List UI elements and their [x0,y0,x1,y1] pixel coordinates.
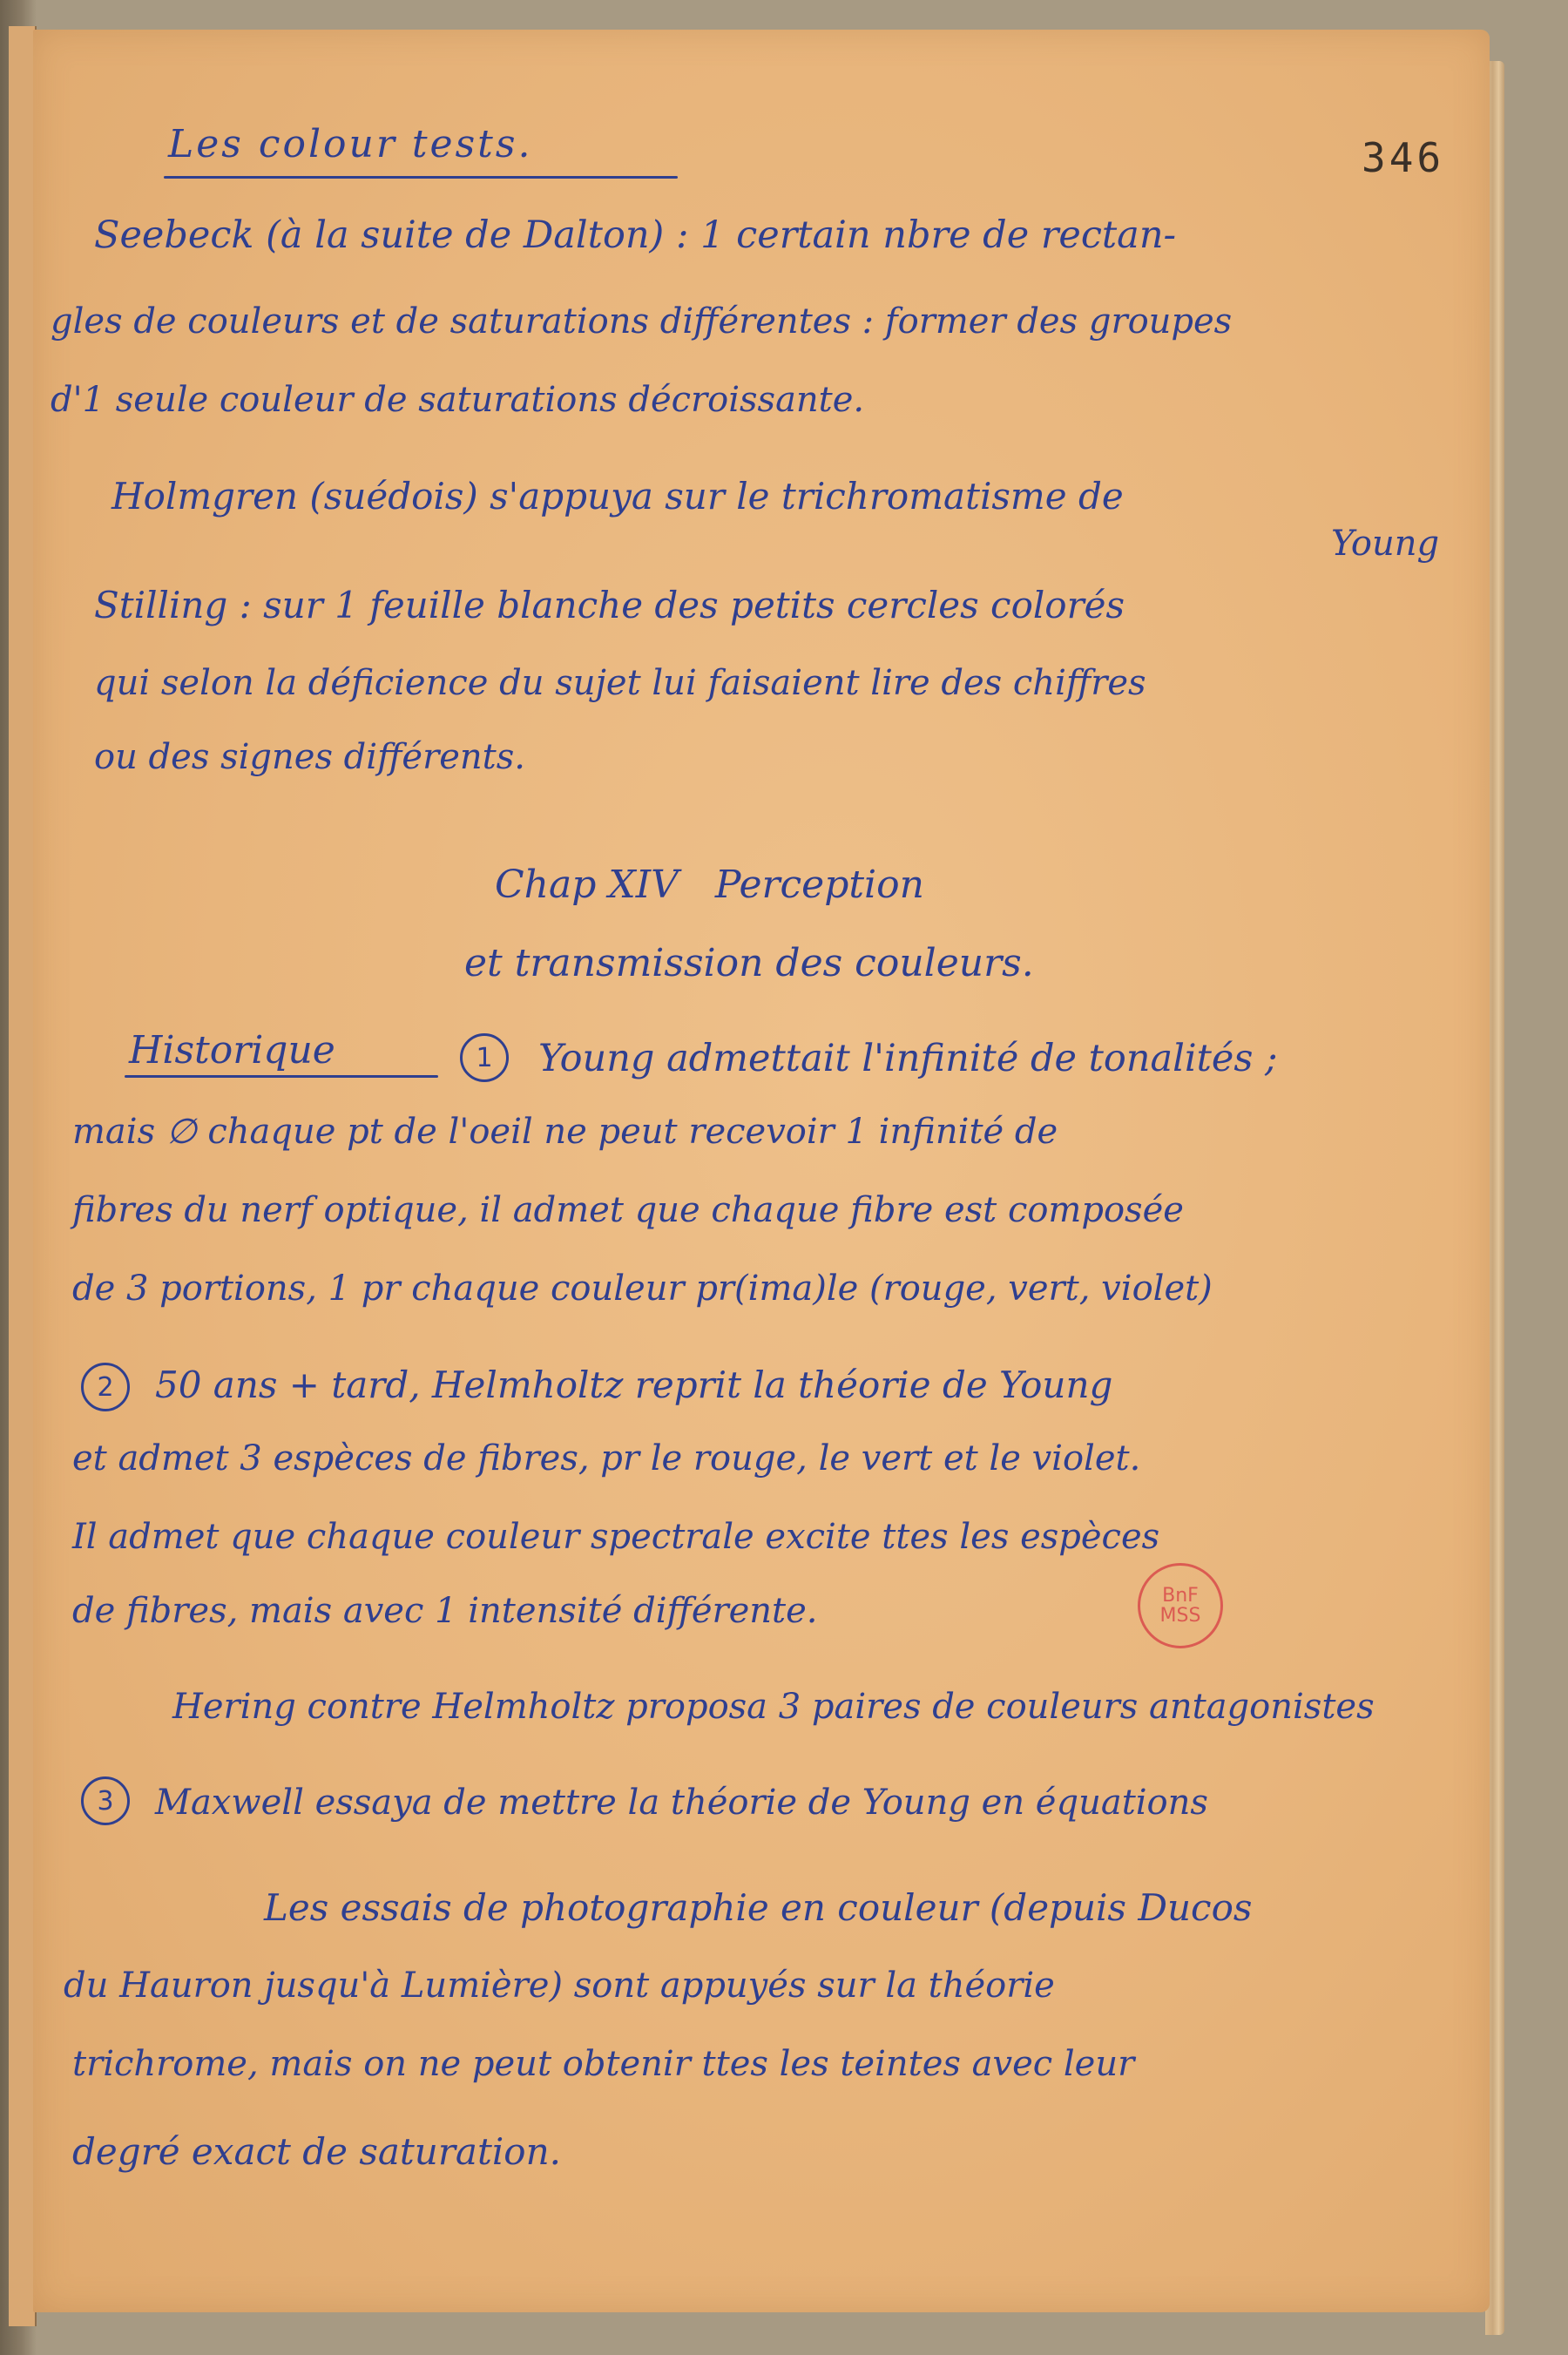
circled-number: 1 [460,1033,509,1082]
manuscript-page [33,30,1490,2312]
chapter-subtitle: et transmission des couleurs. [464,941,1034,985]
text-line: Il admet que chaque couleur spectrale excite ttes les espèces [72,1517,1160,1557]
circled-number: 2 [81,1363,130,1411]
text-line: ou des signes différents. [94,737,525,777]
text-line: Maxwell essaya de mettre la théorie de Young en équations [155,1783,1208,1823]
text-line: Young [1331,524,1440,564]
text-line: de 3 portions, 1 pr chaque couleur pr(ima)le (rouge, vert, violet) [72,1269,1213,1309]
chapter-title: Chap XIV Perception [495,863,924,907]
stamp-line-1: BnF [1162,1584,1199,1607]
text-line: et admet 3 espèces de fibres, pr le rouge, le vert et le violet. [72,1438,1141,1479]
text-line: Hering contre Helmholtz proposa 3 paires de couleurs antagonistes [172,1687,1375,1727]
bnf-library-stamp [1138,1563,1223,1648]
text-line: degré exact de saturation. [72,2130,561,2173]
text-line: mais ∅ chaque pt de l'oeil ne peut recevoir 1 infinité de [72,1112,1058,1152]
text-line: Les essais de photographie en couleur (depuis Ducos [264,1886,1253,1929]
text-line: du Hauron jusqu'à Lumière) sont appuyés sur la théorie [64,1966,1055,2006]
text-line: de fibres, mais avec 1 intensité différente. [72,1591,818,1631]
text-line: Seebeck (à la suite de Dalton) : 1 certain nbre de rectan- [94,213,1177,257]
section-underline [125,1075,438,1078]
text-line: 50 ans + tard, Helmholtz reprit la théorie de Young [155,1364,1113,1406]
text-line: Stilling : sur 1 feuille blanche des petits cercles colorés [94,584,1125,626]
text-line: Holmgren (suédois) s'appuya sur le trichromatisme de [112,475,1124,518]
heading-underline [164,176,678,179]
text-line: fibres du nerf optique, il admet que chaque fibre est composée [72,1190,1184,1230]
text-line: trichrome, mais on ne peut obtenir ttes les teintes avec leur [72,2044,1135,2084]
page-number: 346 [1362,134,1445,181]
text-line: gles de couleurs et de saturations différentes : former des groupes [51,301,1233,342]
page-heading: Les colour tests. [168,122,533,166]
section-label: Historique [129,1028,335,1073]
text-line: Young admettait l'infinité de tonalités ; [538,1037,1278,1080]
text-line: qui selon la déficience du sujet lui faisaient lire des chiffres [94,663,1146,703]
text-line: d'1 seule couleur de saturations décroissante. [51,380,865,420]
circled-number: 3 [81,1776,130,1825]
stamp-line-2: MSS [1159,1605,1201,1627]
